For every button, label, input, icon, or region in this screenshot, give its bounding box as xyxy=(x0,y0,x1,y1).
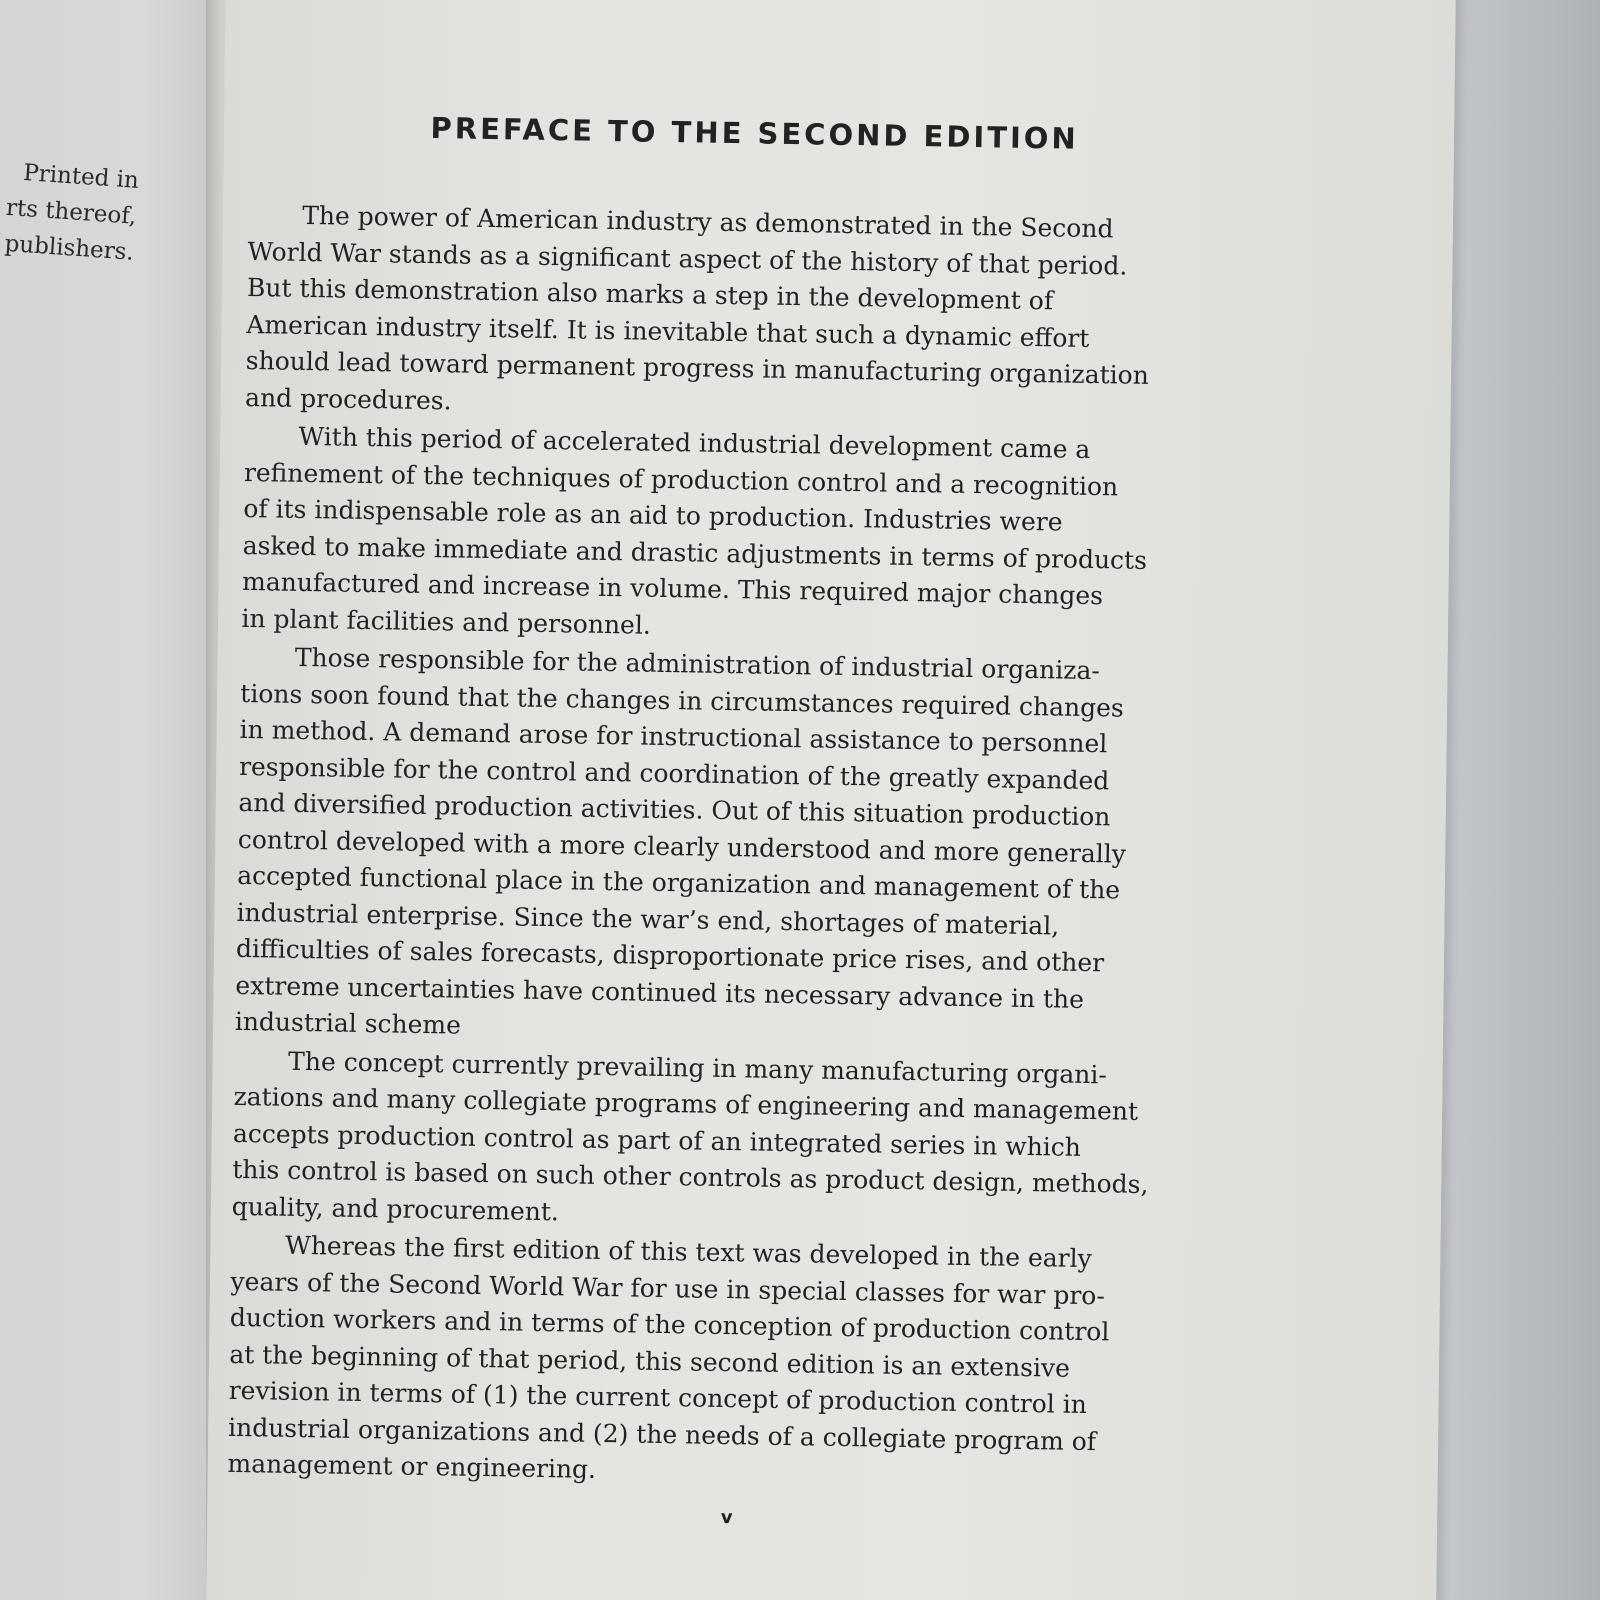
text-line: American industry itself. It is inevitable that such a dynamic effort xyxy=(246,309,1090,353)
text-line: and procedures. xyxy=(244,382,452,415)
text-line: quality, and procurement. xyxy=(231,1191,560,1226)
text-line: accepts production control as part of an integrated series in which xyxy=(232,1118,1082,1162)
text-line: of its indispensable role as an aid to production. Industries were xyxy=(243,493,1063,537)
left-page xyxy=(0,0,220,1600)
text-line: industrial enterprise. Since the war’s end, shortages of material, xyxy=(236,897,1060,941)
text-line: accepted functional place in the organization and management of the xyxy=(237,860,1121,905)
paragraph-4 xyxy=(231,1042,1214,1241)
text-line: Whereas the first edition of this text was developed in the early xyxy=(284,1230,1092,1274)
text-line: industrial scheme xyxy=(234,1006,462,1040)
text-line: tions soon found that the changes in circumstances required changes xyxy=(240,678,1124,723)
left-page-line: publishers. xyxy=(3,230,135,266)
text-line: in method. A demand arose for instructional assistance to personnel xyxy=(239,714,1108,759)
text-line: The concept currently prevailing in many manufacturing organi- xyxy=(287,1046,1108,1089)
paragraph-2 xyxy=(241,418,1224,653)
text-line: zations and many collegiate programs of engineering and management xyxy=(233,1081,1139,1126)
text-line: But this demonstration also marks a step in the development of xyxy=(246,272,1054,316)
desk-background xyxy=(1430,0,1600,1600)
text-line: With this period of accelerated industrial development came a xyxy=(298,421,1091,464)
text-line: refinement of the techniques of production control and a recognition xyxy=(243,457,1119,501)
text-line: and diversified production activities. Out of this situation production xyxy=(238,787,1111,832)
text-line: responsible for the control and coordination of the greatly expanded xyxy=(238,751,1110,795)
text-line: should lead toward permanent progress in manufacturing organization xyxy=(245,345,1150,390)
text-line: years of the Second World War for use in special classes for war pro- xyxy=(230,1266,1106,1310)
text-line: management or engineering. xyxy=(227,1448,597,1484)
page-title: PREFACE TO THE SECOND EDITION xyxy=(430,110,1080,156)
text-line: at the beginning of that period, this second edition is an extensive xyxy=(229,1339,1071,1383)
text-line: industrial organizations and (2) the needs of a collegiate program of xyxy=(227,1412,1097,1456)
text-line: extreme uncertainties have continued its necessary advance in the xyxy=(235,970,1085,1014)
text-line: in plant facilities and personnel. xyxy=(241,603,652,640)
text-line: manufactured and increase in volume. This required major changes xyxy=(241,566,1104,611)
page-number: v xyxy=(720,1506,733,1528)
text-line: difficulties of sales forecasts, disproportionate price rises, and other xyxy=(235,933,1105,978)
preface-content xyxy=(227,108,1230,1536)
left-page-line: rts thereof, xyxy=(5,194,138,230)
text-line: asked to make immediate and drastic adjustments in terms of products xyxy=(242,530,1148,575)
text-line: World War stands as a significant aspect of the history of that period. xyxy=(247,236,1128,281)
text-line: duction workers and in terms of the conception of production control xyxy=(229,1302,1110,1347)
text-line: control developed with a more clearly understood and more generally xyxy=(237,824,1127,869)
paragraph-3 xyxy=(235,639,1222,1057)
text-line: The power of American industry as demonstrated in the Second xyxy=(301,200,1114,244)
text-line: revision in terms of (1) the current concept of production control in xyxy=(228,1375,1088,1420)
paragraph-5 xyxy=(227,1227,1211,1499)
text-line: Those responsible for the administration of industrial organiza- xyxy=(294,642,1101,686)
left-page-line: Printed in xyxy=(22,159,140,194)
paragraph-1 xyxy=(245,197,1228,432)
text-line: this control is based on such other controls as product design, methods, xyxy=(232,1154,1149,1200)
left-page-text xyxy=(0,150,140,270)
